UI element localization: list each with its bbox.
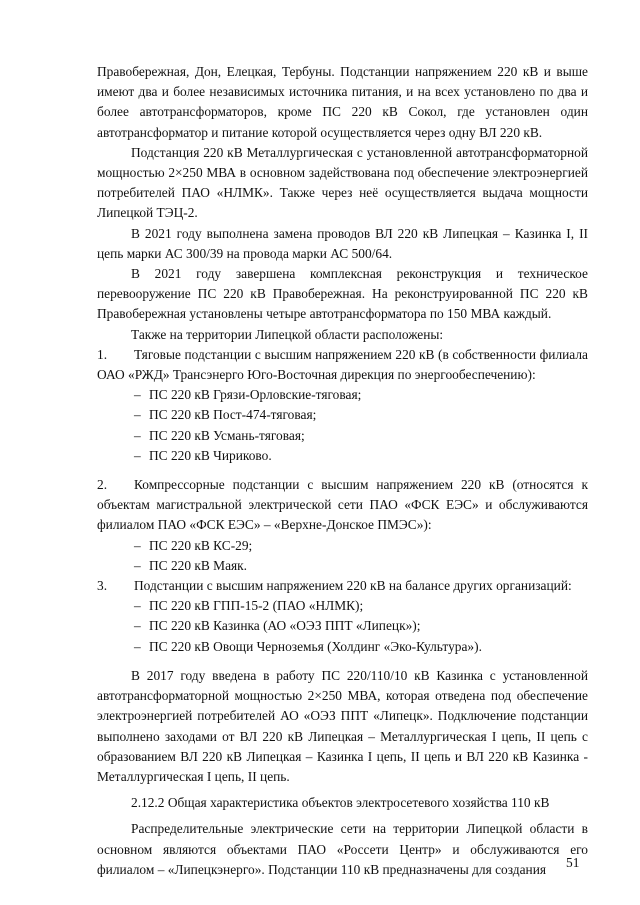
- list-item-text: ПС 220 кВ Пост-474-тяговая;: [149, 407, 317, 423]
- paragraph-4: В 2021 году завершена комплексная реконструкция и техническое перевооружение ПС 220 кВ Правобережная. На реконструированной ПС 220 кВ Правобережная установлены четыре автотрансформатора по 150 МВА каждый.: [97, 266, 588, 322]
- page-number: 51: [566, 855, 580, 870]
- dash-marker: –: [134, 598, 141, 614]
- list-item: [134, 556, 588, 576]
- paragraph-3: В 2021 году выполнена замена проводов ВЛ 220 кВ Липецкая – Казинка I, II цепь марки АС 300/39 на провода марки АС 500/64.: [97, 225, 588, 261]
- section-2-list: [97, 536, 588, 576]
- list-item-text: ПС 220 кВ Маяк.: [149, 557, 248, 573]
- list-item: [134, 426, 588, 446]
- section-2-heading: [97, 475, 588, 536]
- list-item: [134, 385, 588, 405]
- dash-marker: –: [134, 618, 141, 634]
- section-text: Компрессорные подстанции с высшим напряжением 220 кВ (относятся к объектам магистральной электрической сети ПАО «ФСК ЕЭС» и обслуживаются филиалом ПАО «ФСК ЕЭС» – «Верхне-Донское ПМЭС»):: [97, 477, 588, 533]
- dash-marker: –: [134, 557, 141, 573]
- dash-marker: –: [134, 387, 141, 403]
- section-1-heading: [97, 345, 588, 385]
- section-1: [97, 345, 588, 466]
- paragraph-7: Распределительные электрические сети на территории Липецкой области в основном являются объектами ПАО «Россети Центр» и обслуживаются его филиалом – «Липецкэнерго». Подстанции 110 кВ предназначены для создания: [97, 821, 588, 877]
- dash-marker: –: [134, 427, 141, 443]
- dash-marker: –: [134, 537, 141, 553]
- list-item-text: ПС 220 кВ КС-29;: [149, 537, 253, 553]
- section-number: 1.: [97, 346, 108, 362]
- dash-marker: –: [134, 407, 141, 423]
- dash-marker: –: [134, 447, 141, 463]
- list-item: [134, 536, 588, 556]
- list-item: [134, 446, 588, 466]
- list-item: [134, 637, 588, 657]
- section-3-list: [97, 596, 588, 657]
- section-heading: 2.12.2 Общая характеристика объектов электросетевого хозяйства 110 кВ: [131, 795, 550, 811]
- dash-marker: –: [134, 638, 141, 654]
- section-2: [97, 475, 588, 576]
- list-item-text: ПС 220 кВ Усмань-тяговая;: [149, 427, 305, 443]
- paragraph-5: Также на территории Липецкой области расположены:: [131, 326, 444, 342]
- list-item-text: ПС 220 кВ Овощи Черноземья (Холдинг «Эко-Культура»).: [149, 638, 482, 654]
- list-item-text: ПС 220 кВ ГПП-15-2 (ПАО «НЛМК);: [149, 598, 364, 614]
- list-item-text: ПС 220 кВ Грязи-Орловские-тяговая;: [149, 387, 362, 403]
- list-item-text: ПС 220 кВ Чириково.: [149, 447, 272, 463]
- paragraph-6: В 2017 году введена в работу ПС 220/110/10 кВ Казинка с установленной автотрансформаторной мощностью 2×250 МВА, которая отведена под обеспечение электроэнергией потребителей АО «ОЭЗ ППТ «Липецк». Подключение подстанции выполнено заходами от ВЛ 220 кВ Липецкая – Металлургическая I цепь, II цепь с образованием ВЛ 220 кВ Липецкая – Казинка I цепь, II цепь и ВЛ 220 кВ Казинка - Металлургическая I цепь, II цепь.: [97, 667, 588, 784]
- list-item: [134, 596, 588, 616]
- section-number: 2.: [97, 477, 108, 493]
- section-text: Тяговые подстанции с высшим напряжением 220 кВ (в собственности филиала ОАО «РЖД» Трансэнерго Юго-Восточная дирекция по энергообеспечению):: [97, 346, 588, 383]
- paragraph-2: Подстанция 220 кВ Металлургическая с установленной автотрансформаторной мощностью 2×250 МВА в основном задействована под обеспечение электроэнергией потребителей ПАО «НЛМК». Также через неё осуществляется выдача мощности Липецкой ТЭЦ-2.: [97, 144, 588, 221]
- paragraph-1: Правобережная, Дон, Елецкая, Тербуны. Подстанции напряжением 220 кВ и выше имеют два и более независимых источника питания, и на всех установлено по два и более автотрансформаторов, кроме ПС 220 кВ Сокол, где установлен один автотрансформатор и питание которой осуществляется через одну ВЛ 220 кВ.: [97, 64, 588, 140]
- list-item: [134, 616, 588, 636]
- section-3-heading: [97, 576, 588, 596]
- list-item: [134, 405, 588, 425]
- section-3: [97, 576, 588, 657]
- section-1-list: [97, 385, 588, 466]
- section-text: Подстанции с высшим напряжением 220 кВ на балансе других организаций:: [134, 578, 572, 594]
- section-number: 3.: [97, 578, 108, 594]
- list-item-text: ПС 220 кВ Казинка (АО «ОЭЗ ППТ «Липецк»);: [149, 618, 421, 634]
